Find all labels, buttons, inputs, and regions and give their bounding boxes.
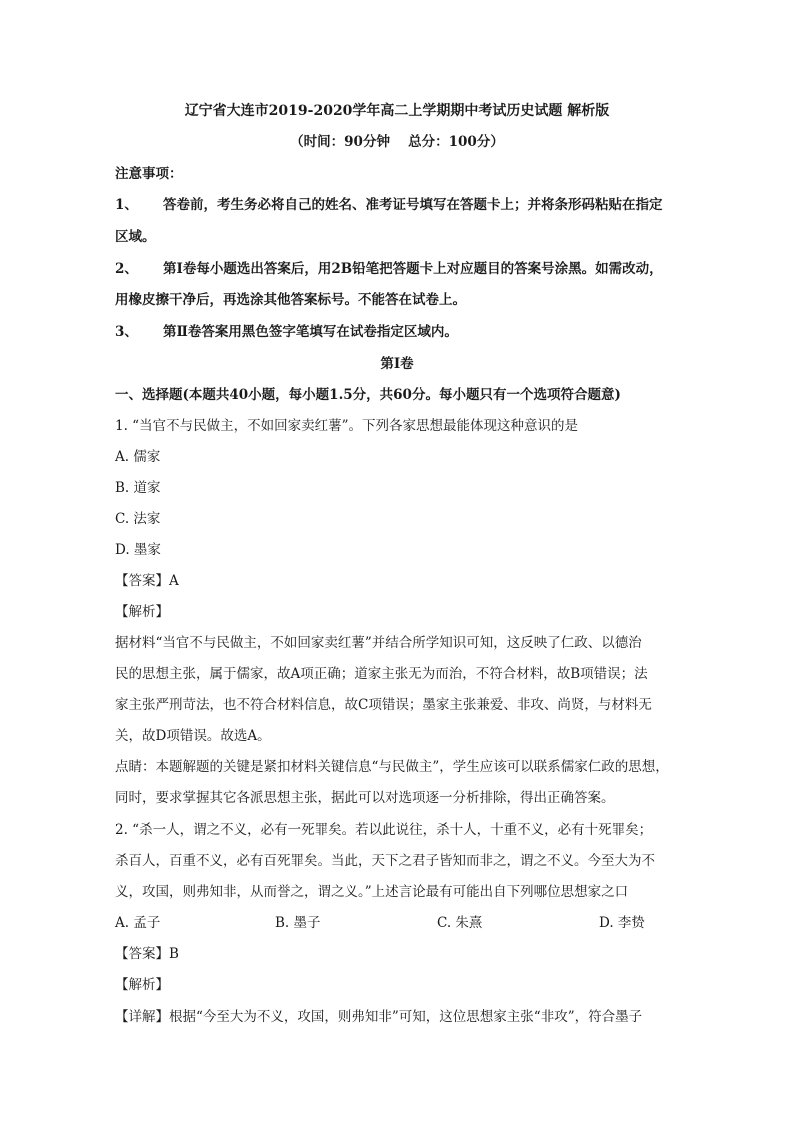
exam-time-score: （时间：90分钟 总分：100分） [290,134,504,150]
question-1-option-b: B. 道家 [115,480,161,496]
question-1-stem: 1. “当官不与民做主，不如回家卖红薯”。下列各家思想最能体现这种意识的是 [115,418,578,434]
note-text: 第Ⅱ卷答案用黑色签字笔填写在试卷指定区域内。 [163,324,458,340]
note-text-continued: 用橡皮擦干净后，再选涂其他答案标号。不能答在试卷上。 [115,292,466,308]
question-2-options [115,913,685,933]
note-number: 2、 [115,261,138,277]
question-1-answer: 【答案】A [115,573,179,589]
question-1-option-a: A. 儒家 [115,449,161,465]
question-1-tips-line: 同时，要求掌握其它各派思想主张，据此可以对选项逐一分析排除，得出正确答案。 [115,790,615,806]
question-2-option-c: C. 朱熹 [437,915,483,931]
notes-heading: 注意事项： [115,166,183,182]
note-number: 3、 [115,324,138,340]
note-text: 答卷前，考生务必将自己的姓名、准考证号填写在答题卡上；并将条形码粘贴在指定 [163,197,663,213]
question-1-analysis-line: 家主张严刑苛法，也不符合材料信息，故C项错误；墨家主张兼爱、非攻、尚贤，与材料无 [115,697,652,713]
question-1-analysis-line: 据材料“当官不与民做主，不如回家卖红薯”并结合所学知识可知，这反映了仁政、以德治 [115,635,642,651]
question-2-answer: 【答案】B [115,946,179,962]
question-1-tips-line: 点睛：本题解题的关键是紧扣材料关键信息“与民做主”，学生应该可以联系儒家仁政的思想， [115,759,669,775]
section-title: 第Ⅰ卷 [380,356,414,372]
question-2-stem-line: 2. “杀一人，谓之不义，必有一死罪矣。若以此说往，杀十人，十重不义，必有十死罪矣； [115,822,653,838]
question-1-analysis-line: 民的思想主张，属于儒家，故A项正确；道家主张无为而治，不符合材料，故B项错误；法 [115,666,648,682]
note-item [115,195,685,215]
question-1-option-c: C. 法家 [115,511,161,527]
note-item [115,259,685,279]
question-2-option-b: B. 墨子 [275,915,321,931]
document-title: 辽宁省大连市2019-2020学年高二上学期期中考试历史试题 解析版 [184,103,610,119]
question-2-stem-line: 义，攻国，则弗知非，从而誉之，谓之义。”上述言论最有可能出自下列哪位思想家之口 [115,884,629,900]
question-2-option-a: A. 孟子 [115,915,161,931]
note-number: 1、 [115,197,138,213]
question-2-analysis-label: 【解析】 [115,977,169,993]
note-text: 第Ⅰ卷每小题选出答案后，用2B铅笔把答题卡上对应题目的答案号涂黑。如需改动， [163,261,663,277]
question-2-stem-line: 杀百人，百重不义，必有百死罪矣。当此，天下之君子皆知而非之，谓之不义。今至大为不 [115,853,655,869]
note-text-continued: 区域。 [115,229,156,245]
question-1-option-d: D. 墨家 [115,542,161,558]
question-1-analysis-line: 关，故D项错误。故选A。 [115,728,271,744]
question-2-detail: 【详解】根据“今至大为不义，攻国，则弗知非”可知，这位思想家主张“非攻”，符合墨子 [115,1009,643,1025]
section-heading: 一、选择题(本题共40小题，每小题1.5分，共60分。每小题只有一个选项符合题意) [115,387,621,403]
note-item [115,322,685,342]
question-2-option-d: D. 李贽 [599,915,645,931]
question-1-analysis-label: 【解析】 [115,604,169,620]
